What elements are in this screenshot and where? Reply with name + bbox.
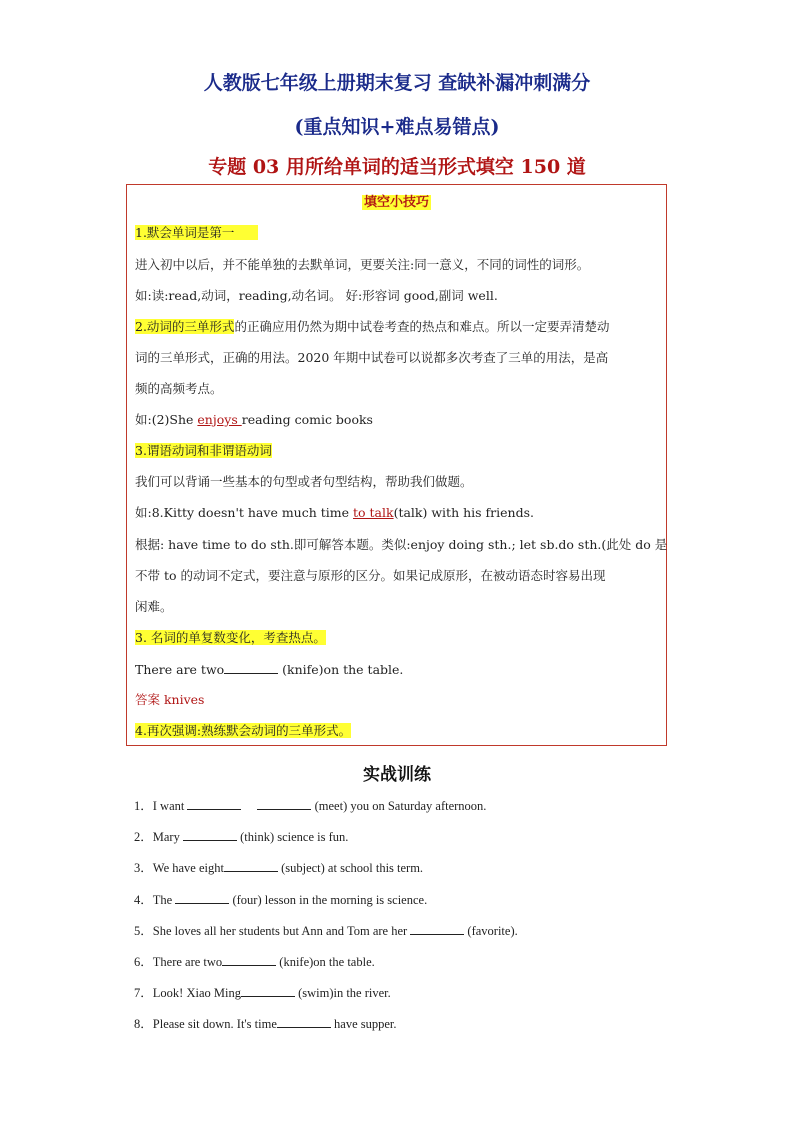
tip-5: 4.再次强调:熟练默会动词的三单形式。 xyxy=(135,723,352,738)
tip-line: 我们可以背诵一些基本的句型或者句型结构，帮助我们做题。 xyxy=(135,474,473,489)
question-6: 6．There are two (knife)on the table. xyxy=(134,955,375,969)
tip-3: 3.谓语动词和非谓语动词 xyxy=(135,443,272,458)
question-2: 2．Mary (think) science is fun. xyxy=(134,830,349,844)
tip-4: 3. 名词的单复数变化，考查热点。 xyxy=(135,630,326,645)
tip-1: 1.默会单词是第一 xyxy=(135,225,258,241)
question-3: 3．We have eight (subject) at school this term. xyxy=(134,861,424,875)
document-subtitle: (重点知识+难点易错点) xyxy=(294,116,500,138)
tip-2: 2.动词的三单形式的正确应用仍然为期中试卷考查的热点和难点。所以一定要弄清楚动 xyxy=(135,319,610,334)
tip-answer: 答案 knives xyxy=(135,692,205,707)
tip-example: 如:8.Kitty doesn't have much time to talk(talk) with his friends. xyxy=(135,505,534,520)
tip-line: 闲难。 xyxy=(135,599,173,614)
tip-line: 频的高频考点。 xyxy=(135,381,223,396)
tip-example: 如:(2)She enjoys reading comic books xyxy=(135,412,373,427)
tip-line: 如:读:read,动词，reading,动名词。 好:形容词 good,副词 well. xyxy=(135,288,498,303)
tips-heading: 填空小技巧 xyxy=(363,195,429,210)
question-7: 7．Look! Xiao Ming (swim)in the river. xyxy=(134,986,391,1000)
question-5: 5．She loves all her students but Ann and Tom are her (favorite). xyxy=(134,924,518,938)
tip-line: 不带 to 的动词不定式，要注意与原形的区分。如果记成原形，在被动语态时容易出现 xyxy=(135,568,606,583)
tip-line: 根据: have time to do sth.即可解答本题。类似:enjoy doing sth.; let sb.do sth.(此处 do 是 xyxy=(135,537,668,552)
tip-example: There are two (knife)on the table. xyxy=(135,662,404,677)
question-1: 1．I want (meet) you on Saturday afternoon. xyxy=(134,799,487,813)
question-8: 8．Please sit down. It's time have supper. xyxy=(134,1017,397,1031)
question-4: 4．The (four) lesson in the morning is science. xyxy=(134,893,428,907)
tip-line: 词的三单形式，正确的用法。2020 年期中试卷可以说都多次考查了三单的用法，是高 xyxy=(135,350,609,365)
tips-box xyxy=(126,184,667,746)
tip-line: 进入初中以后，并不能单独的去默单词，更要关注:同一意义，不同的词性的词形。 xyxy=(135,257,590,272)
practice-title: 实战训练 xyxy=(363,765,431,785)
document-title: 人教版七年级上册期末复习 查缺补漏冲刺满分 xyxy=(203,72,591,94)
topic-title: 专题 03 用所给单词的适当形式填空 150 道 xyxy=(208,156,586,178)
